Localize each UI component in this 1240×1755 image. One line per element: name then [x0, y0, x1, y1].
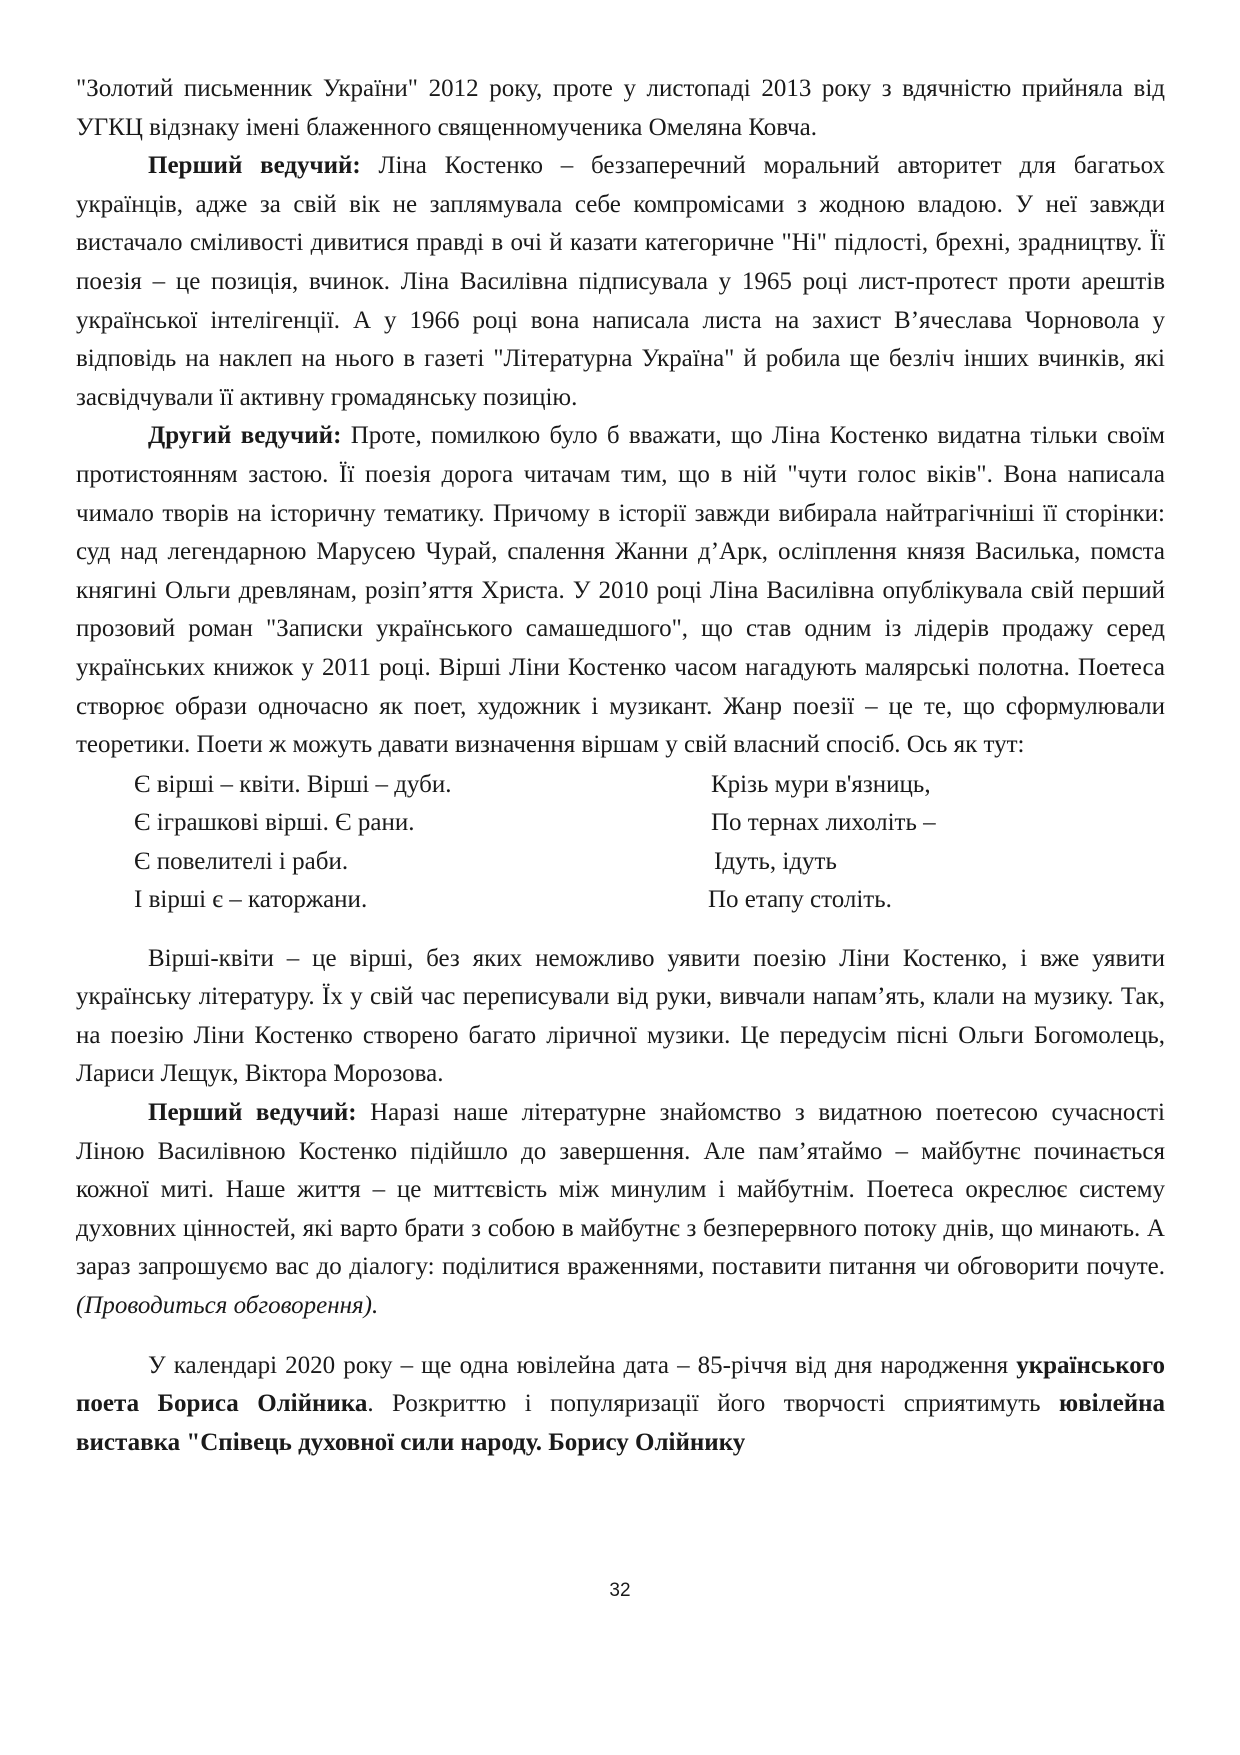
paragraph-verse-flowers: Вірші-квіти – це вірші, без яких неможливо уявити поезію Ліни Костенко, і вже уявити українську літературу. Їх у свій час переписували від руки, вивчали напам’ять, клали на музику. Так, на поезію Ліни Костенко створено багато ліричної музики. Це передусім пісні Ольги Богомолець, Лариси Лещук, Віктора Морозова.	[76, 944, 1165, 1088]
page-number: 32	[609, 1580, 631, 1601]
paragraph-text: Проте, помилкою було б вважати, що Ліна Костенко видатна тільки своїм протистоянням застою. Її поезія дорога читачам тим, що в ній "чути голос віків". Вона написала чимало творів на історичну тематику. Причому в історії завжди вибирала найтрагічніші її сторінки: суд над легендарною Марусею Чурай, спалення Жанни д’Арк, осліплення князя Василька, помста княгині Ольги древлянам, розіп’яття Христа. У 2010 році Ліна Василівна опублікувала свій перший прозовий роман "Записки українського самашедшого", що став одним із лідерів продажу серед українських книжок у 2011 році. Вірші Ліни Костенко часом нагадують малярські полотна. Поетеса створює образи одночасно як поет, художник і музикант. Жанр поезії – це те, що сформулювали теоретики. Поети ж можуть давати визначення віршам у свій власний спосіб. Ось як тут:	[76, 422, 1165, 759]
poet-name: українського поета Бориса Олійника	[76, 1351, 1165, 1418]
poem-right-column	[708, 766, 936, 920]
speaker-label: Другий ведучий:	[148, 422, 342, 450]
speaker-label: Перший ведучий:	[148, 1099, 357, 1127]
poem-block	[76, 766, 1165, 919]
paragraph-first-host-2	[76, 1094, 1165, 1326]
poem-line: Крізь мури в'язниць,	[711, 770, 931, 798]
poem-line: Ідуть, ідуть	[714, 847, 837, 875]
exhibition-title: ювілейна виставка "Співець духовної сили народу. Борису Олійнику	[76, 1390, 1165, 1456]
paragraph-text: . Розкриттю і популяризації його творчості сприятимуть	[367, 1390, 1060, 1418]
paragraph-first-host-1	[76, 147, 1165, 417]
paragraph-second-host	[76, 417, 1165, 764]
poem-left-column	[134, 766, 451, 920]
poem-line: І вірші є – каторжани.	[134, 886, 368, 914]
paragraph-text: Ліна Костенко – беззаперечний моральний авторитет для багатьох українців, адже за свій вік не заплямувала себе компромісами з жодною владою. У неї завжди вистачало сміливості дивитися правді в очі й казати категоричне "Ні" підлості, брехні, зрадництву. Її поезія – це позиція, вчинок. Ліна Василівна підписувала у 1965 році лист-протест проти арештів української інтелігенції. А у 1966 році вона написала листа на захист В’ячеслава Чорновола у відповідь на наклеп на нього в газеті "Літературна Україна" й робила ще безліч інших вчинків, які засвідчували її активну громадянську позицію.	[76, 152, 1165, 411]
document-page	[76, 70, 1165, 1462]
paragraph-award: "Золотий письменник України" 2012 року, проте у листопаді 2013 року з вдячністю прийняла від УГКЦ відзнаку імені блаженного священномученика Омеляна Ковча.	[76, 75, 1165, 141]
poem-line: По тернах лихоліть –	[711, 809, 936, 837]
poem-line: По етапу століть.	[708, 886, 892, 914]
poem-line: Є іграшкові вірші. Є рани.	[134, 809, 415, 837]
paragraph-text: Наразі наше літературне знайомство з видатною поетесою сучасності Ліною Василівною Костенко підійшло до завершення. Але пам’ятаймо – майбутнє починається кожної миті. Наше життя – це миттєвість між минулим і майбутнім. Поетеса окреслює систему духовних цінностей, які варто брати з собою в майбутнє з безперервного потоку днів, що минають. А зараз запрошуємо вас до діалогу: поділитися враженнями, поставити питання чи обговорити почуте.	[76, 1099, 1165, 1281]
stage-note: (Проводиться обговорення).	[76, 1292, 379, 1320]
paragraph-calendar	[76, 1347, 1165, 1463]
poem-line: Є вірші – квіти. Вірші – дуби.	[134, 770, 452, 798]
speaker-label: Перший ведучий:	[148, 152, 361, 180]
poem-line: Є повелителі і раби.	[134, 847, 349, 875]
paragraph-text: У календарі 2020 року – ще одна ювілейна дата – 85-річчя від дня народження	[148, 1351, 1017, 1379]
